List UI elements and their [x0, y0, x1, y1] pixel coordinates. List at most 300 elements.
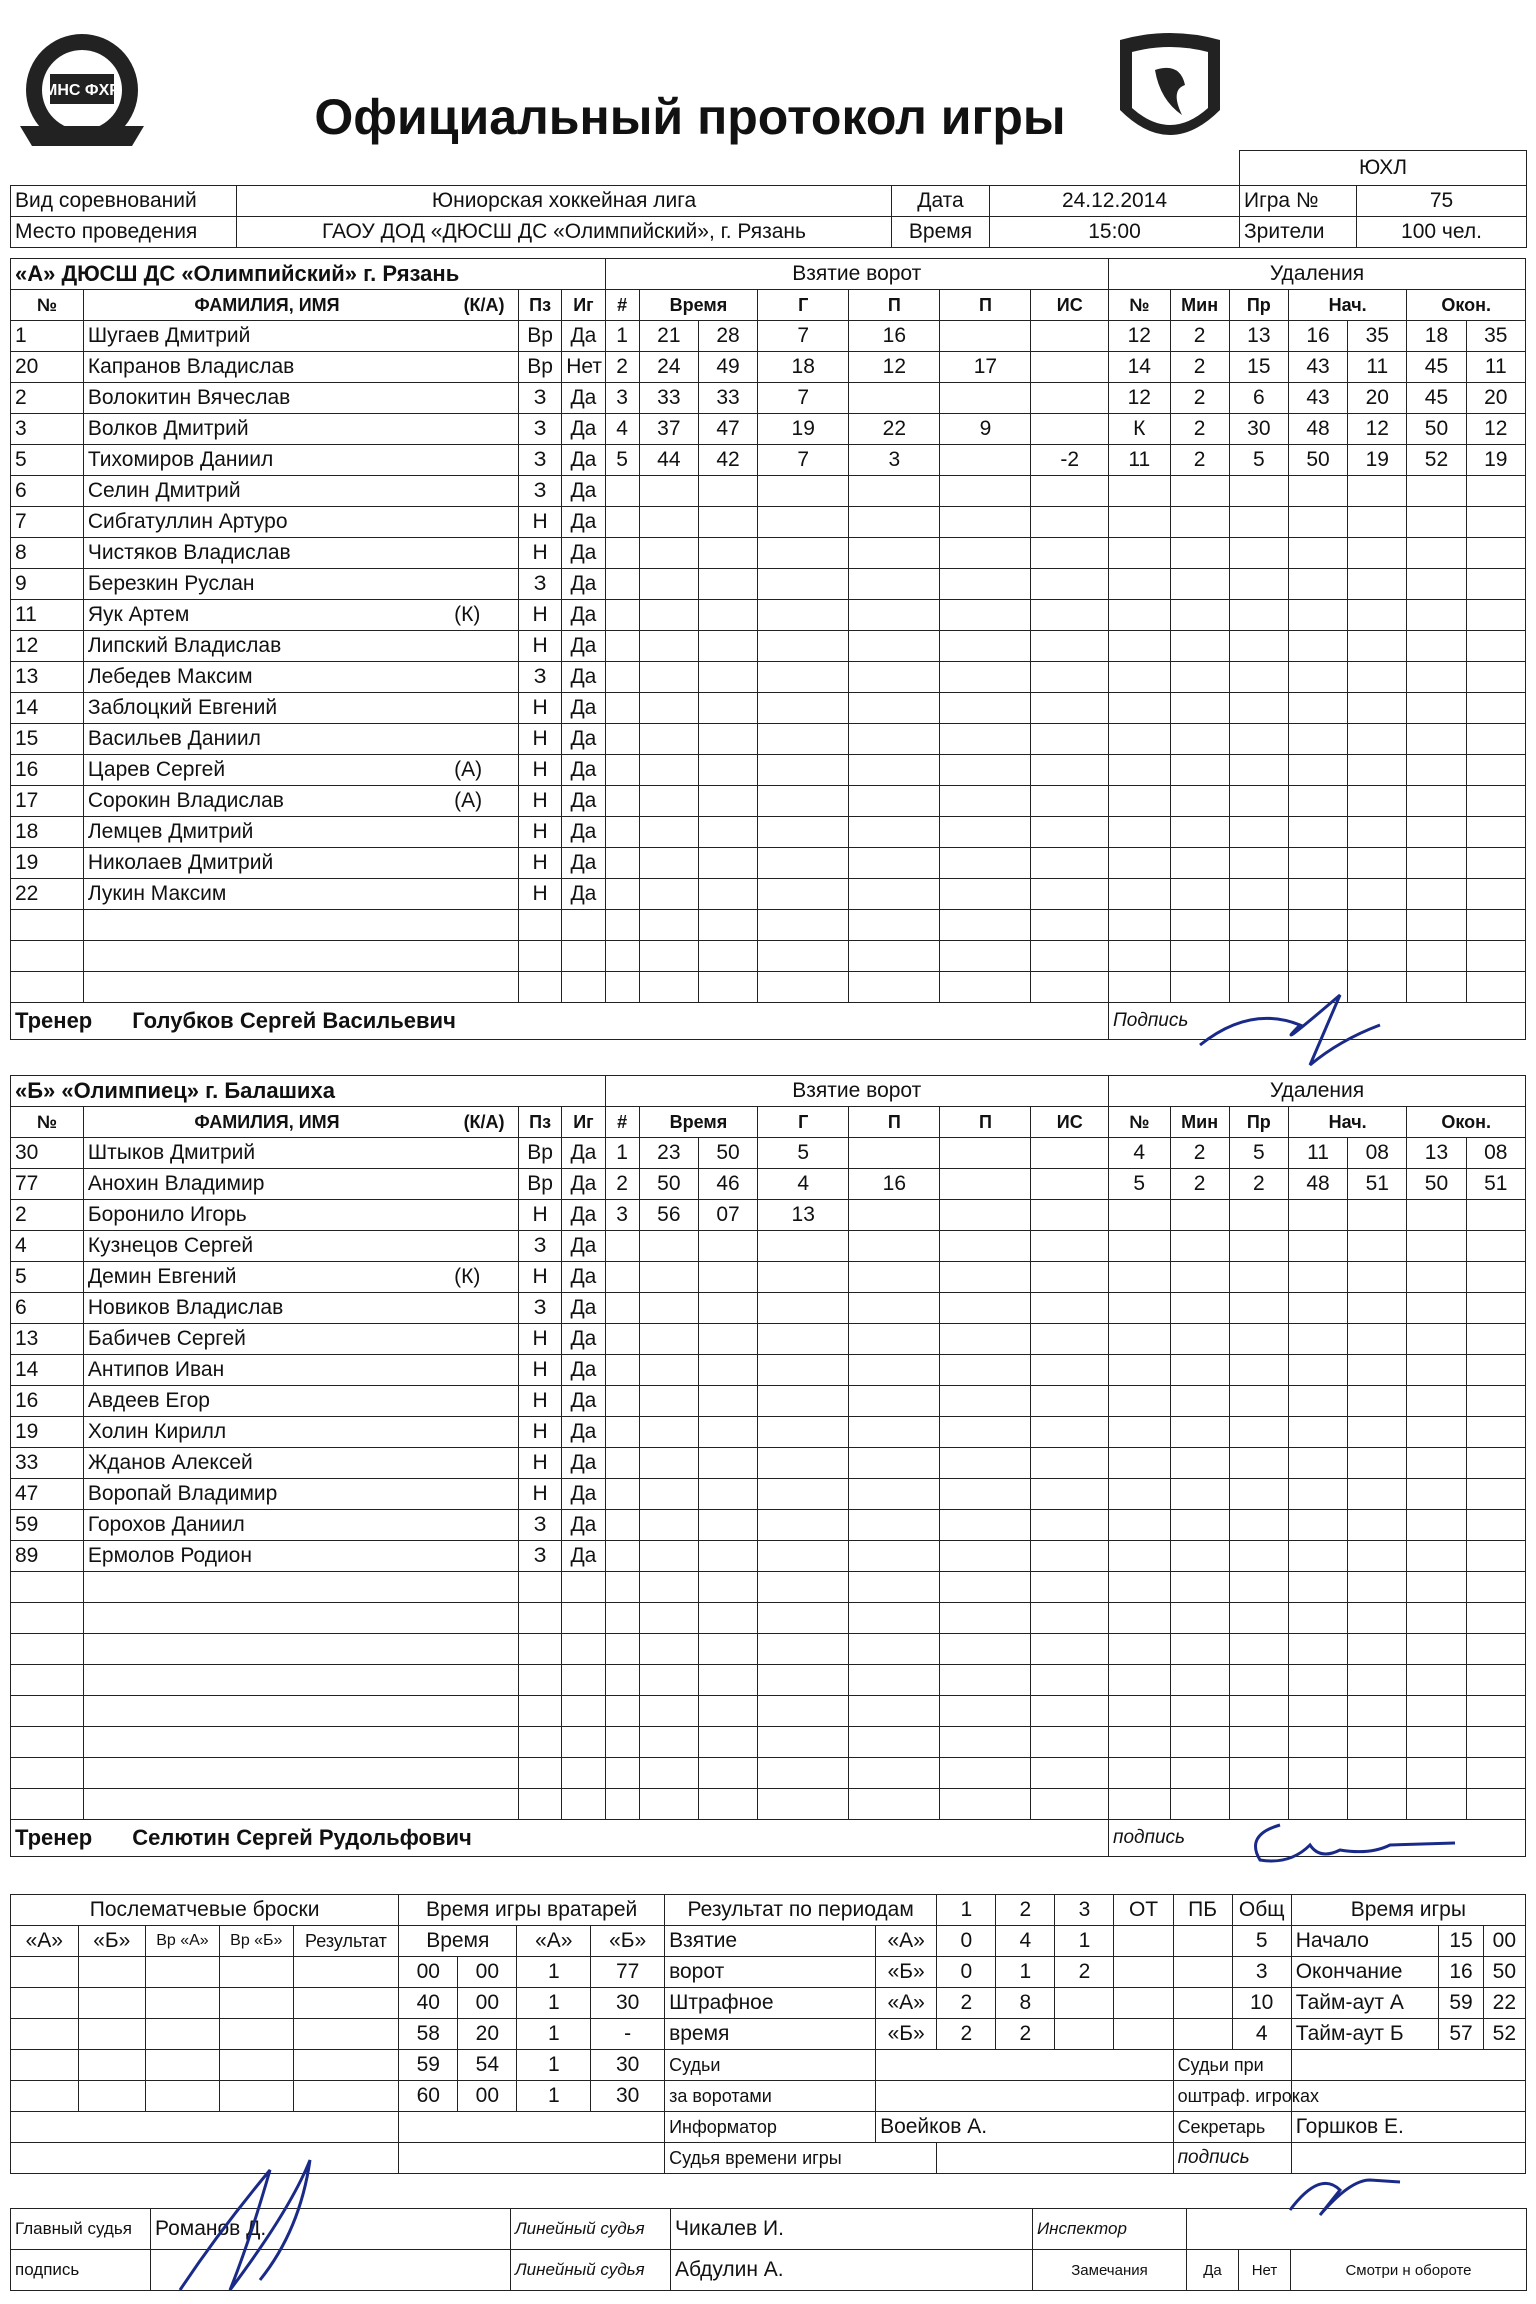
teamA-pen-end-min	[1407, 755, 1466, 786]
teamB-player-role: (К)	[450, 1262, 518, 1293]
teamB-player-number: 6	[11, 1293, 84, 1324]
teamB-goal-num	[605, 1758, 639, 1789]
teamB-pen-start-sec	[1348, 1386, 1407, 1417]
teamB-player-role	[450, 1727, 518, 1758]
teamB-goal-assist2	[940, 1758, 1031, 1789]
teamB-player-name: Боронило Игорь	[83, 1200, 450, 1231]
teamA-pen-reason: 5	[1229, 445, 1288, 476]
gametime-hours: 59	[1439, 1988, 1483, 2019]
gk-col-b: «Б»	[591, 1926, 665, 1957]
teamA-goal-sec	[698, 693, 757, 724]
teamB-goal-assist1	[849, 1572, 940, 1603]
teamB-pen-end-min	[1407, 1355, 1466, 1386]
teamA-goal-assist2	[940, 693, 1031, 724]
teamB-player-position: Вр	[518, 1169, 561, 1200]
teamA-goal-num	[605, 507, 639, 538]
teamA-goal-num: 5	[605, 445, 639, 476]
teamB-coach-row	[11, 1820, 1109, 1857]
teamB-player-role	[450, 1324, 518, 1355]
teamA-pen-player: 14	[1109, 352, 1171, 383]
player-row	[11, 786, 1526, 817]
teamB-goal-assist2	[940, 1231, 1031, 1262]
teamB-player-number: 30	[11, 1138, 84, 1169]
teamA-goal-sec	[698, 724, 757, 755]
teamA-player-number: 3	[11, 414, 84, 445]
player-row	[11, 1634, 1526, 1665]
col-pen-start: Нач.	[1288, 1107, 1406, 1138]
teamA-pen-min	[1170, 600, 1229, 631]
teamB-goal-sec	[698, 1417, 757, 1448]
teamA-goal-assist2	[940, 941, 1031, 972]
period-col-3: 3	[1055, 1895, 1114, 1926]
teamB-pen-reason	[1229, 1386, 1288, 1417]
teamA-goal-min: 21	[639, 321, 698, 352]
teamB-player-name: Холин Кирилл	[83, 1417, 450, 1448]
teamA-player-position: Н	[518, 631, 561, 662]
pim-b-period: 2	[996, 2019, 1055, 2050]
teamB-pen-min	[1170, 1355, 1229, 1386]
teamB-goal-min	[639, 1324, 698, 1355]
teamB-pen-end-sec	[1466, 1510, 1525, 1541]
teamA-player-role	[450, 817, 518, 848]
teamA-goal-assist1: 22	[849, 414, 940, 445]
teamB-goal-scorer	[758, 1231, 849, 1262]
teamB-player-played	[562, 1789, 605, 1820]
goals-b-period: 1	[996, 1957, 1055, 1988]
teamA-player-number: 13	[11, 662, 84, 693]
teamA-goal-sec	[698, 910, 757, 941]
teamA-player-number	[11, 910, 84, 941]
teamB-goal-assist1	[849, 1541, 940, 1572]
teamA-goal-num	[605, 631, 639, 662]
goals-team-a-label: «А»	[876, 1926, 937, 1957]
teamB-pen-min	[1170, 1386, 1229, 1417]
teamB-goal-scorer	[758, 1386, 849, 1417]
teamB-pen-reason	[1229, 1479, 1288, 1510]
teamA-pen-min: 2	[1170, 352, 1229, 383]
teamA-player-played: Да	[562, 600, 605, 631]
teamB-pen-start-sec	[1348, 1696, 1407, 1727]
teamA-goal-situation	[1031, 662, 1109, 693]
teamA-goal-min	[639, 724, 698, 755]
place-value: ГАОУ ДОД «ДЮСШ ДС «Олимпийский», г. Рязань	[237, 216, 892, 247]
teamB-player-position: З	[518, 1541, 561, 1572]
teamB-title: «Б» «Олимпиец» г. Балашиха	[11, 1076, 606, 1107]
teamA-goal-scorer	[758, 476, 849, 507]
teamB-goal-situation	[1031, 1789, 1109, 1820]
teamB-goal-sec	[698, 1231, 757, 1262]
teamA-goal-scorer	[758, 972, 849, 1003]
pen-judges-label2: оштраф. игроках	[1173, 2081, 1291, 2112]
teamA-player-role	[450, 569, 518, 600]
teamB-pen-min	[1170, 1572, 1229, 1603]
teamA-pen-start-sec	[1348, 817, 1407, 848]
teamB-pen-start-min	[1288, 1510, 1347, 1541]
shootout-cell	[293, 2050, 398, 2081]
shootout-cell	[78, 2081, 146, 2112]
teamB-pen-start-min	[1288, 1665, 1347, 1696]
player-row	[11, 1758, 1526, 1789]
teamA-pen-start-sec	[1348, 507, 1407, 538]
teamA-pen-end-min	[1407, 941, 1466, 972]
player-row	[11, 1665, 1526, 1696]
teamB-pen-start-sec	[1348, 1665, 1407, 1696]
teamA-pen-start-sec	[1348, 724, 1407, 755]
teamB-goal-assist2	[940, 1603, 1031, 1634]
teamA-player-number: 9	[11, 569, 84, 600]
teamA-goal-situation	[1031, 569, 1109, 600]
gk-col-a: «А»	[517, 1926, 591, 1957]
teamA-pen-start-sec	[1348, 600, 1407, 631]
gametime-hours: 16	[1439, 1957, 1483, 1988]
teamB-goal-assist2	[940, 1138, 1031, 1169]
teamB-goal-assist2	[940, 1293, 1031, 1324]
teamB-player-played: Да	[562, 1169, 605, 1200]
teamB-goal-scorer	[758, 1696, 849, 1727]
teamB-goal-assist1	[849, 1479, 940, 1510]
teamA-player-played: Да	[562, 693, 605, 724]
teamB-pen-end-sec	[1466, 1293, 1525, 1324]
teamB-pen-start-min: 11	[1288, 1138, 1347, 1169]
teamA-goal-scorer: 7	[758, 321, 849, 352]
teamB-player-name: Авдеев Егор	[83, 1386, 450, 1417]
teamA-pen-end-min	[1407, 600, 1466, 631]
shootout-cell	[78, 1988, 146, 2019]
teamB-goal-sec	[698, 1324, 757, 1355]
teamB-player-name	[83, 1634, 450, 1665]
player-row	[11, 1510, 1526, 1541]
teamA-pen-end-min: 50	[1407, 414, 1466, 445]
teamA-pen-start-min	[1288, 569, 1347, 600]
teamB-pen-reason	[1229, 1603, 1288, 1634]
teamB-pen-end-sec	[1466, 1541, 1525, 1572]
teamB-player-name: Анохин Владимир	[83, 1169, 450, 1200]
teamB-pen-end-sec	[1466, 1572, 1525, 1603]
teamB-goal-assist1	[849, 1293, 940, 1324]
pim-b-period: 4	[1232, 2019, 1291, 2050]
player-row	[11, 755, 1526, 786]
teamA-pen-end-min	[1407, 724, 1466, 755]
gk-a: 1	[517, 2081, 591, 2112]
teamB-goal-sec	[698, 1696, 757, 1727]
teamA-player-name	[83, 972, 450, 1003]
league-short: ЮХЛ	[1240, 151, 1527, 186]
teamB-pen-min	[1170, 1696, 1229, 1727]
teamB-goal-sec	[698, 1634, 757, 1665]
teamA-pen-player	[1109, 507, 1171, 538]
linesman-label-1: Линейный судья	[511, 2209, 671, 2250]
coach-b-signature	[1240, 1805, 1460, 1875]
teamA-goal-situation	[1031, 352, 1109, 383]
teamA-pen-player	[1109, 724, 1171, 755]
teamA-player-played: Да	[562, 507, 605, 538]
pim-a-period	[1173, 1988, 1232, 2019]
teamB-player-number: 77	[11, 1169, 84, 1200]
inspector-label: Инспектор	[1033, 2209, 1187, 2250]
teamB-player-name: Штыков Дмитрий	[83, 1138, 450, 1169]
teamA-player-played: Да	[562, 538, 605, 569]
teamA-player-position	[518, 941, 561, 972]
teamA-pen-reason	[1229, 848, 1288, 879]
teamA-goal-sec	[698, 817, 757, 848]
teamA-goal-assist1	[849, 383, 940, 414]
teamA-goal-min	[639, 476, 698, 507]
teamB-player-role	[450, 1572, 518, 1603]
teamB-goal-sec	[698, 1727, 757, 1758]
goal-judges-value	[876, 2050, 1174, 2081]
player-row	[11, 941, 1526, 972]
teamA-goal-assist2	[940, 631, 1031, 662]
teamA-player-number	[11, 972, 84, 1003]
shootout-col-result: Результат	[293, 1926, 398, 1957]
teamA-goal-situation	[1031, 724, 1109, 755]
teamA-pen-start-min	[1288, 538, 1347, 569]
teamB-pen-end-sec	[1466, 1200, 1525, 1231]
teamA-pen-min	[1170, 476, 1229, 507]
teamA-player-played	[562, 941, 605, 972]
col-num: №	[11, 1107, 84, 1138]
goals-b-period	[1173, 1957, 1232, 1988]
team-b-section	[10, 1075, 1526, 1857]
teamA-pen-start-sec	[1348, 538, 1407, 569]
teamA-player-position: З	[518, 414, 561, 445]
gametime-minutes: 52	[1483, 2019, 1525, 2050]
teamA-pen-start-min	[1288, 693, 1347, 724]
col-pen-start: Нач.	[1288, 290, 1406, 321]
shootout-cell	[11, 2019, 79, 2050]
teamB-pen-end-min	[1407, 1262, 1466, 1293]
player-row	[11, 1727, 1526, 1758]
teamA-player-number: 22	[11, 879, 84, 910]
gk-empty	[399, 2112, 665, 2143]
teamA-player-position: Н	[518, 755, 561, 786]
pim-label-2: время	[665, 2019, 876, 2050]
teamA-pen-min	[1170, 693, 1229, 724]
goals-label-1: Взятие	[665, 1926, 876, 1957]
teamA-pen-end-min	[1407, 817, 1466, 848]
teamA-player-number: 18	[11, 817, 84, 848]
coach-a-signature	[1190, 985, 1390, 1075]
teamA-pen-end-min	[1407, 910, 1466, 941]
teamA-player-role: (А)	[450, 755, 518, 786]
gk-time-sec: 54	[458, 2050, 517, 2081]
teamB-goal-assist2	[940, 1417, 1031, 1448]
teamA-pen-player: 12	[1109, 383, 1171, 414]
teamB-pen-player	[1109, 1541, 1171, 1572]
teamA-goal-scorer	[758, 507, 849, 538]
gk-empty	[399, 2143, 665, 2174]
teamB-goal-scorer	[758, 1510, 849, 1541]
teamB-pen-reason	[1229, 1262, 1288, 1293]
linesman-label-2: Линейный судья	[511, 2250, 671, 2291]
col-goal-assist2: П	[940, 290, 1031, 321]
teamB-player-position	[518, 1758, 561, 1789]
teamA-goal-assist1	[849, 817, 940, 848]
teamB-player-played	[562, 1758, 605, 1789]
teamA-player-position: Н	[518, 879, 561, 910]
teamB-player-played	[562, 1634, 605, 1665]
teamA-player-played: Да	[562, 724, 605, 755]
teamB-goal-assist1	[849, 1355, 940, 1386]
teamA-pen-min	[1170, 786, 1229, 817]
svg-text:МНС ФХР: МНС ФХР	[44, 82, 120, 99]
teamB-pen-reason	[1229, 1727, 1288, 1758]
teamA-pen-min: 2	[1170, 383, 1229, 414]
col-goal-assist2: П	[940, 1107, 1031, 1138]
col-pen-reason: Пр	[1229, 1107, 1288, 1138]
col-pen-num: №	[1109, 1107, 1171, 1138]
teamA-goal-min	[639, 507, 698, 538]
teamA-goal-min	[639, 538, 698, 569]
teamA-player-position: Вр	[518, 352, 561, 383]
teamB-player-position: Н	[518, 1417, 561, 1448]
teamA-pen-start-min: 43	[1288, 383, 1347, 414]
teamA-goal-situation	[1031, 383, 1109, 414]
teamA-player-played: Да	[562, 848, 605, 879]
teamB-player-position: Вр	[518, 1138, 561, 1169]
teamB-goal-assist1	[849, 1727, 940, 1758]
gametime-hours: 57	[1439, 2019, 1483, 2050]
col-goal-situation: ИС	[1031, 1107, 1109, 1138]
teamA-goal-assist1	[849, 786, 940, 817]
teamB-goal-assist1	[849, 1665, 940, 1696]
teamA-pen-end-min	[1407, 972, 1466, 1003]
teamB-goal-situation	[1031, 1355, 1109, 1386]
teamB-pen-end-min	[1407, 1417, 1466, 1448]
teamA-goal-situation	[1031, 693, 1109, 724]
shootout-cell	[146, 2081, 220, 2112]
teamB-goal-assist2	[940, 1696, 1031, 1727]
teamB-pen-reason	[1229, 1572, 1288, 1603]
teamB-player-played: Да	[562, 1324, 605, 1355]
teamA-goal-assist2	[940, 538, 1031, 569]
teamB-pen-reason	[1229, 1510, 1288, 1541]
teamA-goal-min	[639, 600, 698, 631]
teamB-goal-scorer	[758, 1355, 849, 1386]
teamA-player-name: Лебедев Максим	[83, 662, 450, 693]
teamA-player-role	[450, 507, 518, 538]
teamB-goal-situation	[1031, 1200, 1109, 1231]
teamA-pen-reason	[1229, 786, 1288, 817]
teamB-pen-start-sec	[1348, 1479, 1407, 1510]
teamA-player-number	[11, 941, 84, 972]
col-goal-assist1: П	[849, 1107, 940, 1138]
pim-label-1: Штрафное	[665, 1988, 876, 2019]
teamA-player-played: Да	[562, 631, 605, 662]
player-row	[11, 1417, 1526, 1448]
teamA-player-number: 5	[11, 445, 84, 476]
teamB-goal-assist2	[940, 1789, 1031, 1820]
teamA-goal-sec: 49	[698, 352, 757, 383]
teamB-player-role	[450, 1448, 518, 1479]
player-row	[11, 1324, 1526, 1355]
teamA-goal-scorer	[758, 724, 849, 755]
teamA-pen-end-min	[1407, 662, 1466, 693]
col-pen-min: Мин	[1170, 1107, 1229, 1138]
teamA-goal-scorer: 18	[758, 352, 849, 383]
player-row	[11, 507, 1526, 538]
team-a-section	[10, 258, 1526, 1040]
teamA-player-played: Да	[562, 414, 605, 445]
teamA-pen-reason: 6	[1229, 383, 1288, 414]
teamA-pen-reason	[1229, 693, 1288, 724]
teamB-goal-situation	[1031, 1293, 1109, 1324]
teamA-goal-min	[639, 786, 698, 817]
player-row	[11, 1479, 1526, 1510]
player-row	[11, 414, 1526, 445]
goal-judges-label2: за воротами	[665, 2081, 876, 2112]
teamB-goal-assist1	[849, 1634, 940, 1665]
player-row	[11, 1355, 1526, 1386]
col-name: ФАМИЛИЯ, ИМЯ	[83, 1107, 450, 1138]
teamB-penalties-title: Удаления	[1109, 1076, 1526, 1107]
player-row	[11, 910, 1526, 941]
teamB-pen-reason	[1229, 1231, 1288, 1262]
gk-time-sec: 00	[458, 1957, 517, 1988]
teamB-goal-min	[639, 1386, 698, 1417]
teamA-player-role	[450, 538, 518, 569]
teamB-goal-assist1	[849, 1448, 940, 1479]
teamB-goal-assist1	[849, 1510, 940, 1541]
pim-a-period: 8	[996, 1988, 1055, 2019]
teamA-pen-min	[1170, 817, 1229, 848]
teamB-player-role	[450, 1634, 518, 1665]
teamB-goal-sec: 46	[698, 1169, 757, 1200]
teamB-pen-min: 2	[1170, 1138, 1229, 1169]
teamA-penalties-title: Удаления	[1109, 259, 1526, 290]
teamA-pen-end-sec	[1466, 941, 1525, 972]
teamA-player-name: Капранов Владислав	[83, 352, 450, 383]
informer-value: Воейков А.	[876, 2112, 1174, 2143]
teamB-pen-end-sec: 08	[1466, 1138, 1525, 1169]
teamA-pen-end-min	[1407, 848, 1466, 879]
teamB-goal-situation	[1031, 1169, 1109, 1200]
teamA-goal-assist1	[849, 600, 940, 631]
teamA-goal-num: 4	[605, 414, 639, 445]
teamB-pen-player	[1109, 1603, 1171, 1634]
teamA-player-role	[450, 662, 518, 693]
player-row	[11, 817, 1526, 848]
teamB-goal-num: 2	[605, 1169, 639, 1200]
teamB-player-number	[11, 1758, 84, 1789]
teamB-pen-end-min	[1407, 1448, 1466, 1479]
teamA-goal-num	[605, 786, 639, 817]
goals-label-2: ворот	[665, 1957, 876, 1988]
teamA-goal-situation	[1031, 786, 1109, 817]
player-row	[11, 879, 1526, 910]
teamA-player-name: Яук Артем	[83, 600, 450, 631]
teamA-player-position: Н	[518, 693, 561, 724]
teamA-goal-scorer	[758, 600, 849, 631]
player-row	[11, 476, 1526, 507]
teamA-pen-reason	[1229, 941, 1288, 972]
teamB-goal-scorer	[758, 1324, 849, 1355]
teamA-pen-start-sec	[1348, 848, 1407, 879]
teamA-player-number: 15	[11, 724, 84, 755]
teamA-goal-assist2	[940, 476, 1031, 507]
teamB-player-role	[450, 1541, 518, 1572]
teamB-goal-assist2	[940, 1355, 1031, 1386]
teamB-pen-end-sec	[1466, 1634, 1525, 1665]
teamB-goal-situation	[1031, 1572, 1109, 1603]
teamB-player-name: Новиков Владислав	[83, 1293, 450, 1324]
teamA-goal-situation	[1031, 321, 1109, 352]
teamB-goal-assist1	[849, 1231, 940, 1262]
teamB-pen-reason	[1229, 1541, 1288, 1572]
shootout-cell	[293, 1988, 398, 2019]
teamA-goal-min: 33	[639, 383, 698, 414]
teamB-player-role	[450, 1665, 518, 1696]
